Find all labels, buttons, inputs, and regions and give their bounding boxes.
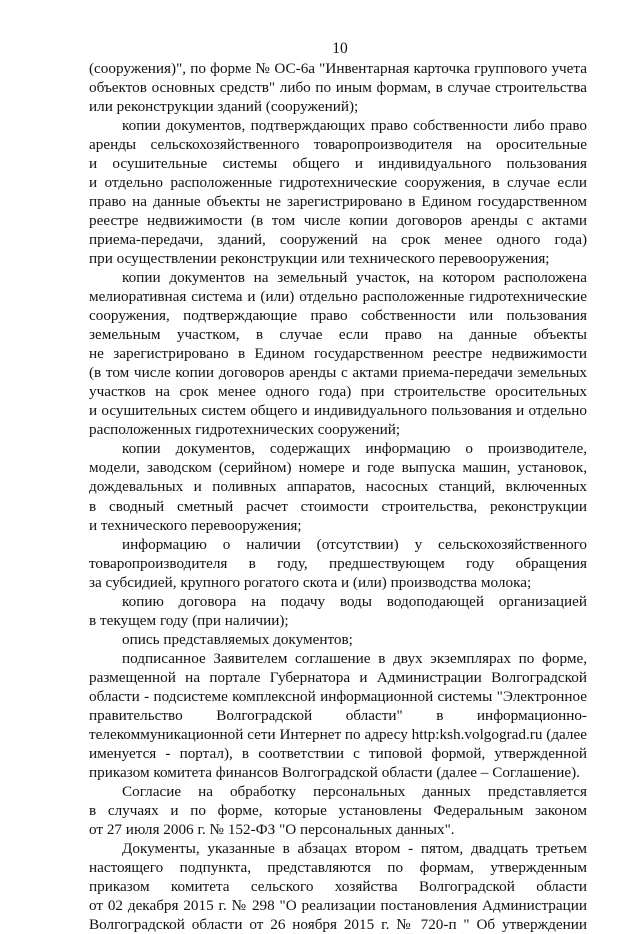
text-line: не зарегистрировано в Едином государственном реестре недвижимости (89, 345, 587, 363)
text-line: право на данные объекты не зарегистрировано в Едином государственном (89, 193, 587, 211)
text-line: в случаях и по форме, которые установлены Федеральным законом (89, 801, 587, 819)
text-line: в сводный сметный расчет стоимости строительства, реконструкции (89, 497, 587, 515)
text-line: Волгоградской области от 26 ноября 2015 г. № 720-п " Об утверждении (89, 915, 587, 933)
text-line: мелиоративная система и (или) отдельно расположенные гидротехнические (89, 288, 587, 306)
text-line: именуется - портал), в соответствии с типовой формой, утвержденной (89, 744, 587, 762)
text-line: приказом комитета финансов Волгоградской области (далее – Соглашение). (89, 763, 580, 781)
text-line: или реконструкции зданий (сооружений); (89, 98, 359, 115)
text-line: и отдельно расположенные гидротехнические сооружения, в случае если (89, 174, 587, 192)
text-line: реестре недвижимости (в том числе копии договоров аренды с актами (89, 212, 587, 230)
text-line: копии документов, подтверждающих право собственности либо право (122, 117, 587, 135)
text-line: Согласие на обработку персональных данных представляется (122, 782, 587, 800)
text-line: правительство Волгоградской области" в информационно- (89, 706, 587, 724)
text-line: при осуществлении реконструкции или технического перевооружения; (89, 250, 550, 268)
text-line: информацию о наличии (отсутствии) у сельскохозяйственного (122, 535, 587, 553)
text-line: и осушительных систем общего и индивидуального пользования и отдельно (89, 402, 587, 420)
text-line: аренды сельскохозяйственного товаропроизводителя на оросительные (89, 136, 587, 154)
text-line: опись представляемых документов; (122, 630, 353, 648)
text-line: приема-передачи, зданий, сооружений на срок менее одного года) (89, 231, 587, 249)
text-line: модели, заводском (серийном) номере и годе выпуска машин, установок, (89, 459, 587, 477)
text-line: от 02 декабря 2015 г. № 298 "О реализации постановления Администрации (89, 896, 587, 914)
text-line: Документы, указанные в абзацах втором - пятом, двадцать третьем (122, 839, 587, 857)
text-line: приказом комитета сельского хозяйства Волгоградской области (89, 877, 587, 895)
text-line: участков на срок менее одного года) при строительстве оросительных (89, 383, 587, 401)
text-line: земельным участком, в случае если право на данные объекты (89, 326, 587, 344)
text-line: (в том числе копии договоров аренды с актами приема-передачи земельных (89, 364, 587, 382)
text-line: области - подсистеме комплексной информационной системы "Электронное (89, 687, 587, 705)
text-line: сооружения, подтверждающие право собственности или пользования (89, 307, 587, 325)
text-line: расположенных гидротехнических сооружений; (89, 421, 401, 439)
text-line: копии документов, содержащих информацию о производителе, (122, 440, 587, 458)
text-line: в текущем году (при наличии); (89, 611, 289, 629)
text-line: телекоммуникационной сети Интернет по адресу http:ksh.volgograd.ru (далее (89, 725, 587, 743)
text-line: объектов основных средств" либо по иным формам, в случае строительства (89, 79, 587, 96)
text-line: копию договора на подачу воды водоподающей организацией (122, 592, 587, 610)
text-line: дождевальных и поливных аппаратов, насосных станций, включенных (89, 478, 587, 496)
text-line: и технического перевооружения; (89, 516, 302, 534)
text-line: размещенной на портале Губернатора и Администрации Волгоградской (89, 668, 587, 686)
text-line: настоящего подпункта, представляются по формам, утвержденным (89, 858, 587, 876)
text-line: подписанное Заявителем соглашение в двух экземплярах по форме, (122, 649, 587, 667)
text-line: копии документов на земельный участок, на котором расположена (122, 269, 587, 287)
text-line: за субсидией, крупного рогатого скота и (или) производства молока; (89, 573, 532, 591)
text-line: товаропроизводителя в году, предшествующем году обращения (89, 554, 587, 572)
text-line: и осушительные системы общего и индивидуального пользования (89, 155, 587, 173)
text-line: от 27 июля 2006 г. № 152-ФЗ "О персональных данных". (89, 820, 455, 838)
text-line: (сооружения)", по форме № ОС-6а "Инвентарная карточка группового учета (89, 60, 587, 77)
page-number: 10 (332, 40, 348, 57)
